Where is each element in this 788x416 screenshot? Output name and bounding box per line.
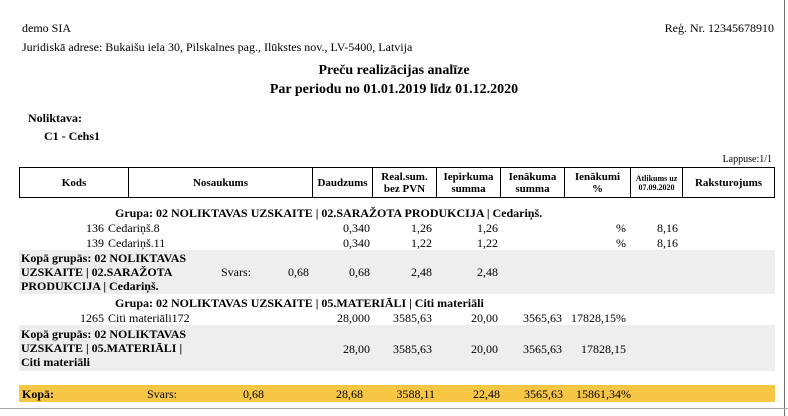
col-real-sum: Real.sum. bez PVN (372, 168, 436, 197)
row-atlikums: 8,16 (657, 236, 678, 250)
row-name: Cedariņš.11 (108, 236, 166, 250)
grand-total-iepirkuma: 22,48 (473, 387, 500, 401)
company-address: Juridiskā adrese: Bukaišu iela 30, Pilskalnes pag., Ilūkstes nov., LV-5400, Latvija (22, 40, 413, 54)
row-qty: 28,000 (337, 311, 370, 325)
page-number: Lappuse:1/1 (722, 154, 772, 165)
warehouse-label: Noliktava: (28, 111, 82, 125)
grand-total-label: Kopā: (22, 387, 55, 401)
subtotal-real-sum: 2,48 (411, 265, 432, 279)
subtotal-real-sum: 3585,63 (393, 342, 432, 356)
page-bottom-border (0, 408, 788, 409)
col-kods: Kods (61, 176, 87, 189)
grand-total-svars: 0,68 (243, 387, 264, 401)
row-real-sum: 3585,63 (393, 311, 432, 325)
row-atlikums: 8,16 (657, 221, 678, 235)
report-title: Preču realizācijas analīze (318, 63, 470, 78)
report-period: Par periodu no 01.01.2019 līdz 01.12.2020 (269, 82, 519, 97)
row-qty: 0,340 (343, 236, 370, 250)
group-header: Grupa: 02 NOLIKTAVAS UZSKAITE | 05.MATERIĀLI | Citi materiāli (115, 296, 484, 310)
grand-total-svars-label: Svars: (147, 387, 177, 401)
row-code: 1265 (80, 311, 104, 325)
row-code: 136 (86, 221, 104, 235)
group-subtotal-label: Kopā grupās: 02 NOLIKTAVAS UZSKAITE | 05.MATERIĀLI | Citi materiāli (21, 327, 187, 369)
row-iepirkuma: 1,22 (477, 236, 498, 250)
subtotal-svars-label: Svars: (221, 265, 251, 279)
row-iepirkuma: 20,00 (471, 311, 498, 325)
row-ienakuma: 3565,63 (523, 311, 562, 325)
row-name: Cedariņš.8 (108, 221, 160, 235)
grand-total-ienakuma: 3565,63 (524, 387, 563, 401)
col-atlikums: Atlikums uz 07.09.2020 (630, 168, 682, 197)
row-real-sum: 1,22 (411, 236, 432, 250)
row-ienakumi: % (616, 221, 626, 235)
registration-number: Reģ. Nr. 12345678910 (664, 21, 774, 35)
subtotal-iepirkuma: 20,00 (471, 342, 498, 356)
row-code: 139 (86, 236, 104, 250)
grand-total-real-sum: 3588,11 (396, 387, 435, 401)
col-ienakumi-pct: Ienākumi % (564, 168, 630, 197)
column-header-row (19, 167, 775, 198)
col-ienakuma-summa: Ienākuma summa (500, 168, 564, 197)
grand-total-qty: 28,68 (336, 387, 363, 401)
page-right-border (784, 0, 785, 416)
subtotal-svars: 0,68 (288, 265, 309, 279)
subtotal-ienakuma: 3565,63 (523, 342, 562, 356)
company-name: demo SIA (22, 21, 71, 35)
subtotal-qty: 0,68 (349, 265, 370, 279)
col-iepirkuma-summa: Iepirkuma summa (436, 168, 500, 197)
warehouse-value: C1 - Cehs1 (44, 129, 100, 143)
subtotal-iepirkuma: 2,48 (477, 265, 498, 279)
row-name: Citi materiāli172 (108, 311, 190, 325)
col-daudzums: Daudzums (312, 168, 372, 197)
subtotal-qty: 28,00 (343, 342, 370, 356)
group-header: Grupa: 02 NOLIKTAVAS UZSKAITE | 02.SARAŽOTA PRODUKCIJA | Cedariņš. (115, 206, 543, 220)
col-nosaukums: Nosaukums (128, 168, 312, 197)
grand-total-ienakumi: 15861,34% (576, 387, 631, 401)
row-qty: 0,340 (343, 221, 370, 235)
subtotal-ienakumi: 17828,15 (581, 342, 626, 356)
group-subtotal-label: Kopā grupās: 02 NOLIKTAVAS UZSKAITE | 02.SARAŽOTA PRODUKCIJA | Cedariņš. (21, 251, 187, 293)
row-ienakumi: % (616, 236, 626, 250)
col-raksturojums: Raksturojums (682, 168, 774, 197)
row-real-sum: 1,26 (411, 221, 432, 235)
row-ienakumi: 17828,15% (571, 311, 626, 325)
row-iepirkuma: 1,26 (477, 221, 498, 235)
